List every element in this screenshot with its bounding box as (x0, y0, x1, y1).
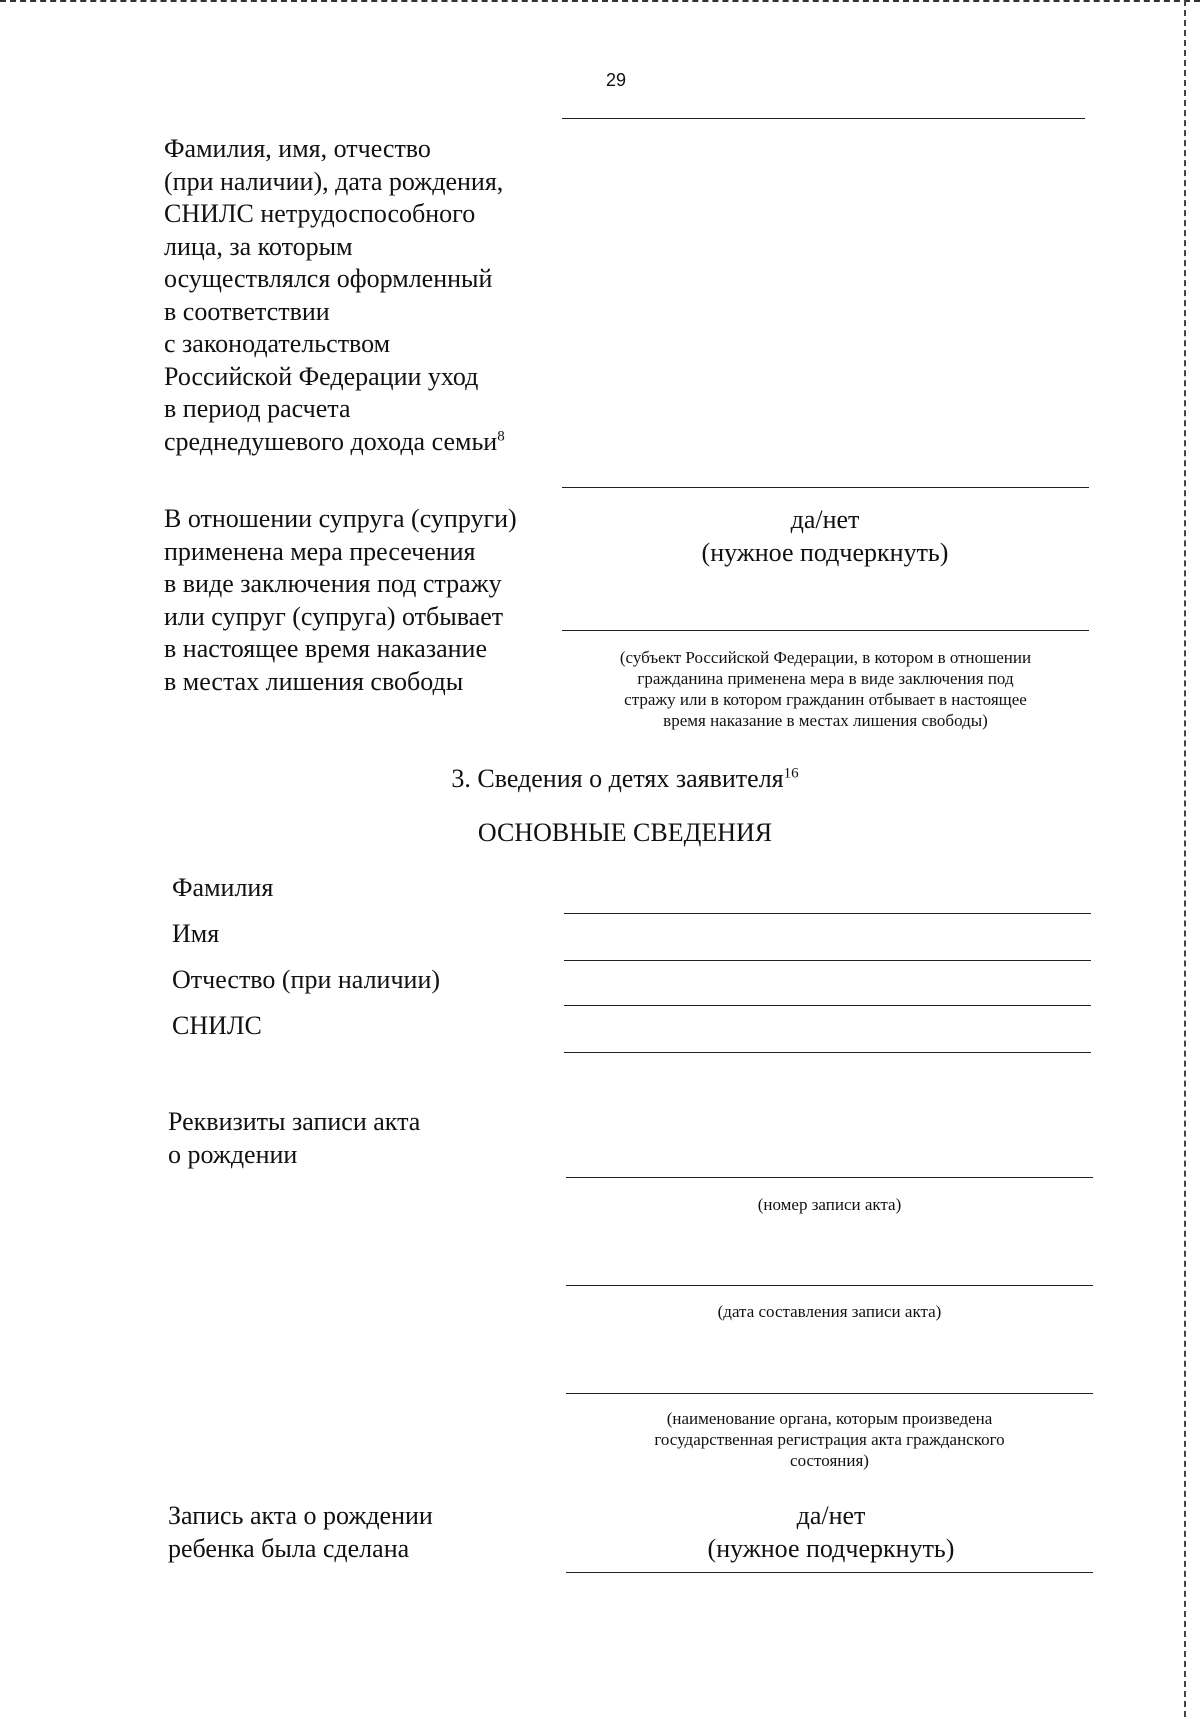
footnote-ref: 16 (783, 765, 799, 782)
caption-line: время наказание в местах лишения свободы) (663, 711, 988, 730)
block1-label (164, 133, 584, 458)
block1-line: СНИЛС нетрудоспособного (164, 199, 476, 228)
block2-line: в местах лишения свободы (164, 666, 464, 696)
surname-field-line[interactable] (564, 913, 1091, 914)
patronymic-field-line[interactable] (564, 1005, 1091, 1006)
section-subtitle: ОСНОВНЫЕ СВЕДЕНИЯ (477, 818, 773, 847)
block1-line: лица, за которым (164, 231, 353, 261)
block2-choice (620, 503, 1030, 569)
block1-line: в период расчета (164, 394, 351, 423)
surname-label: Фамилия (172, 873, 274, 902)
block1-line: Российской Федерации уход (164, 361, 479, 391)
block1-line: (при наличии), дата рождения, (164, 166, 504, 196)
registration-organ-line[interactable] (566, 1393, 1093, 1394)
footnote-ref: 8 (497, 427, 505, 444)
block2-label (164, 503, 584, 698)
snils-field-line[interactable] (564, 1052, 1091, 1053)
record-number-line[interactable] (566, 1177, 1093, 1178)
birth-made-line[interactable] (566, 1572, 1093, 1573)
section-title (380, 764, 870, 794)
name-label: Имя (172, 919, 220, 948)
snils-label: СНИЛС (172, 1011, 262, 1040)
block1-line: Фамилия, имя, отчество (164, 134, 431, 163)
block2-line: применена мера пресечения (164, 536, 476, 566)
scan-edge-right (1184, 0, 1186, 1717)
caption-line: стражу или в котором гражданин отбывает в настоящее (624, 690, 1027, 709)
block2-caption (562, 647, 1089, 731)
choice-hint: (нужное подчеркнуть) (701, 538, 949, 567)
caption-line: состояния) (790, 1451, 869, 1470)
choice-hint: (нужное подчеркнуть) (707, 1534, 955, 1563)
record-number-caption: (номер записи акта) (757, 1195, 902, 1214)
scan-edge-top (0, 0, 1200, 2)
caption-line: государственная регистрация акта гражданского (654, 1430, 1005, 1449)
birth-made-label-line: Запись акта о рождении (168, 1501, 433, 1530)
record-date-caption: (дата составления записи акта) (717, 1302, 942, 1321)
block2-line: в виде заключения под стражу (164, 569, 502, 598)
block1-answer-line (562, 487, 1089, 488)
birth-record-label-line: Реквизиты записи акта (168, 1107, 421, 1136)
birth-made-choice (626, 1499, 1036, 1565)
name-field-line[interactable] (564, 960, 1091, 961)
section-title-text: 3. Сведения о детях заявителя (451, 764, 784, 793)
caption-line: (субъект Российской Федерации, в котором в отношении (619, 648, 1032, 667)
birth-record-label-line: о рождении (168, 1139, 298, 1169)
block1-top-line (562, 118, 1085, 119)
block2-line: В отношении супруга (супруги) (164, 504, 517, 533)
block2-region-line (562, 630, 1089, 631)
block1-line: в соответствии (164, 296, 330, 326)
block1-line: с законодательством (164, 329, 391, 358)
caption-line: гражданина применена мера в виде заключения под (637, 669, 1014, 688)
block2-line: в настоящее время наказание (164, 634, 487, 663)
block1-last-line-text: среднедушевого дохода семьи (164, 426, 498, 456)
caption-line: (наименование органа, которым произведена (666, 1409, 993, 1428)
birth-record-label (168, 1106, 420, 1171)
block1-last-line (164, 426, 584, 459)
registration-organ-caption (566, 1408, 1093, 1471)
birth-made-label (168, 1500, 433, 1565)
block2-line: или супруг (супруга) отбывает (164, 601, 504, 631)
yes-no-choice: да/нет (790, 505, 860, 534)
birth-made-label-line: ребенка была сделана (168, 1533, 410, 1563)
patronymic-label: Отчество (при наличии) (172, 965, 441, 994)
yes-no-choice: да/нет (796, 1501, 866, 1530)
record-date-line[interactable] (566, 1285, 1093, 1286)
block1-line: осуществлялся оформленный (164, 264, 493, 293)
page-number: 29 (606, 70, 627, 90)
